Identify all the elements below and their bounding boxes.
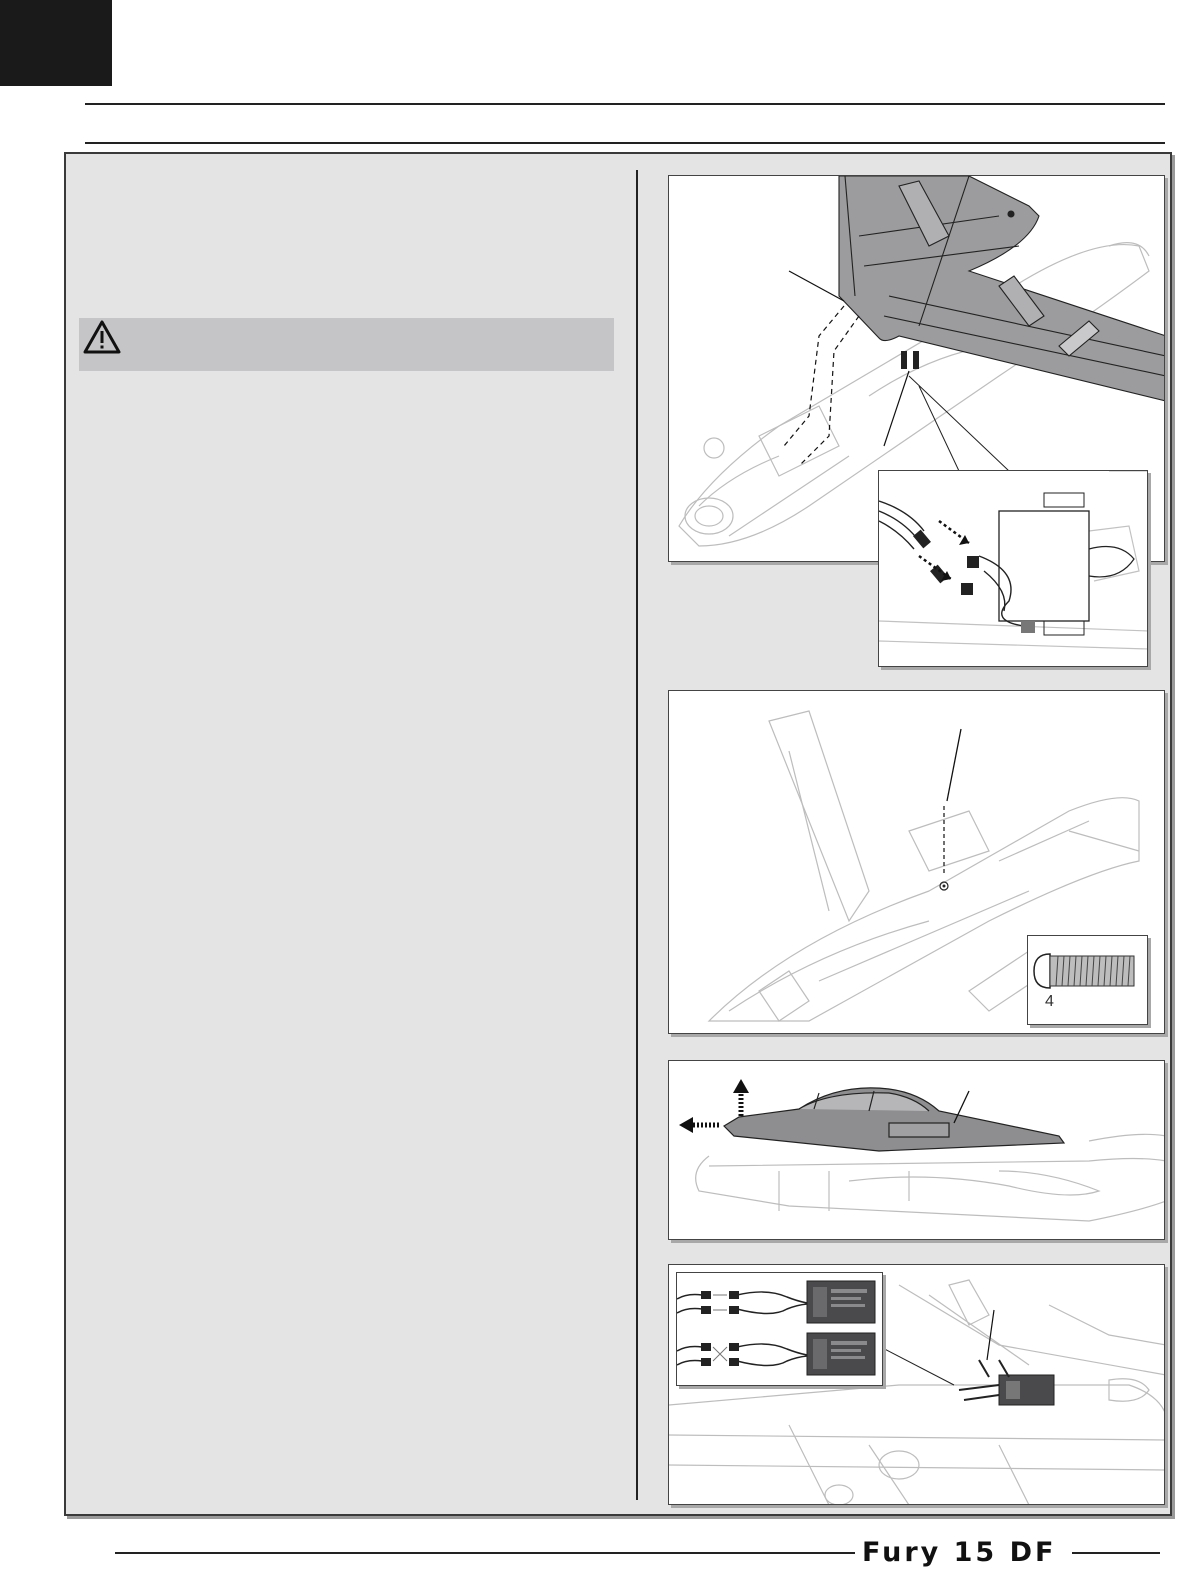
warning-triangle-icon	[82, 318, 122, 356]
column-divider	[636, 170, 638, 1500]
figure-satellite-connection-detail	[676, 1272, 883, 1386]
figure-screw-detail	[1027, 935, 1148, 1025]
screw-icon	[1028, 936, 1148, 1025]
figure-wing-connector-detail	[878, 470, 1148, 667]
header-rule-top	[85, 103, 1165, 105]
page-corner-tab	[0, 0, 112, 86]
header-rule-bottom	[85, 142, 1165, 144]
footer-rule-right	[1072, 1552, 1160, 1554]
screw-size-label: 4	[1045, 993, 1054, 1010]
footer-rule-left	[115, 1552, 855, 1554]
warning-callout	[79, 318, 614, 371]
figure-canopy-removal	[668, 1060, 1165, 1240]
footer-product-title: Fury 15 DF	[862, 1537, 1057, 1568]
